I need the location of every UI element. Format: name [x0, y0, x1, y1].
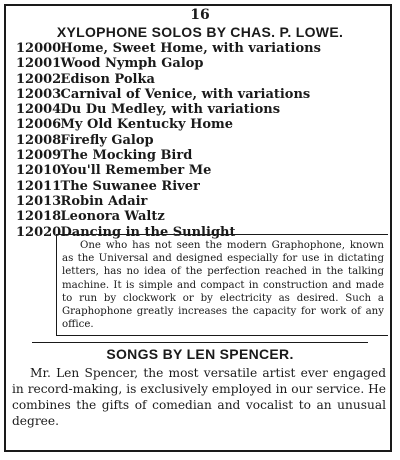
record-item — [16, 225, 386, 240]
record-title: Home, Sweet Home, with variations — [60, 41, 321, 56]
record-number: 12002 — [16, 71, 62, 87]
record-title: Edison Polka — [60, 71, 155, 87]
record-number: 12020 — [16, 224, 62, 240]
record-number: 12011 — [16, 178, 62, 194]
record-item — [16, 148, 386, 163]
record-number: 12000 — [16, 41, 62, 56]
record-number: 12001 — [16, 56, 62, 72]
record-title: Firefly Galop — [60, 132, 154, 148]
record-title: Wood Nymph Galop — [60, 56, 204, 72]
record-title: Robin Adair — [60, 193, 148, 209]
section-divider — [32, 342, 368, 343]
xylophone-section-heading: XYLOPHONE SOLOS BY CHAS. P. LOWE. — [56, 24, 344, 40]
record-title: You'll Remember Me — [60, 163, 212, 179]
len-spencer-bio: Mr. Len Spencer, the most versatile artist ever engaged in record-making, is exclusively employed in our service. He combines the gifts of comedian and vocalist to an unusual degree. — [12, 366, 386, 428]
record-item — [16, 41, 386, 56]
record-title: My Old Kentucky Home — [60, 117, 234, 133]
advertisement-top-rule — [56, 234, 388, 235]
record-title: The Suwanee River — [60, 178, 200, 194]
record-number: 12013 — [16, 193, 62, 209]
record-number: 12009 — [16, 148, 62, 164]
record-item — [16, 56, 386, 71]
record-item — [16, 102, 386, 117]
record-title: Leonora Waltz — [60, 209, 165, 225]
page-number: 16 — [190, 7, 210, 23]
xylophone-record-list — [16, 41, 386, 240]
record-item — [16, 72, 386, 87]
record-title: Carnival of Venice, with variations — [60, 86, 311, 102]
record-item — [16, 194, 386, 209]
record-title: Du Du Medley, with variations — [60, 102, 281, 118]
songs-section-heading: SONGS BY LEN SPENCER. — [106, 346, 294, 362]
record-item — [16, 87, 386, 102]
record-number: 12004 — [16, 102, 62, 118]
record-number: 12003 — [16, 86, 62, 102]
record-title: Dancing in the Sunlight — [60, 224, 236, 240]
record-item — [16, 209, 386, 224]
record-item — [16, 133, 386, 148]
record-number: 12006 — [16, 117, 62, 133]
record-title: The Mocking Bird — [60, 148, 193, 164]
record-item — [16, 179, 386, 194]
advertisement-left-rule — [56, 234, 57, 335]
record-number: 12008 — [16, 132, 62, 148]
record-number: 12018 — [16, 209, 62, 225]
record-item — [16, 163, 386, 178]
record-item — [16, 117, 386, 132]
record-number: 12010 — [16, 163, 62, 179]
graphophone-advertisement: One who has not seen the modern Graphophone, known as the Universal and designed especially for use in dictating letters, has no idea of the perfection reached in the talking machine. It is simple and compact in construction and made to run by clockwork or by electricity as desired. Such a Graphophone greatly increases the capacity for work of any office. — [62, 240, 384, 331]
advertisement-bottom-rule — [56, 335, 388, 336]
